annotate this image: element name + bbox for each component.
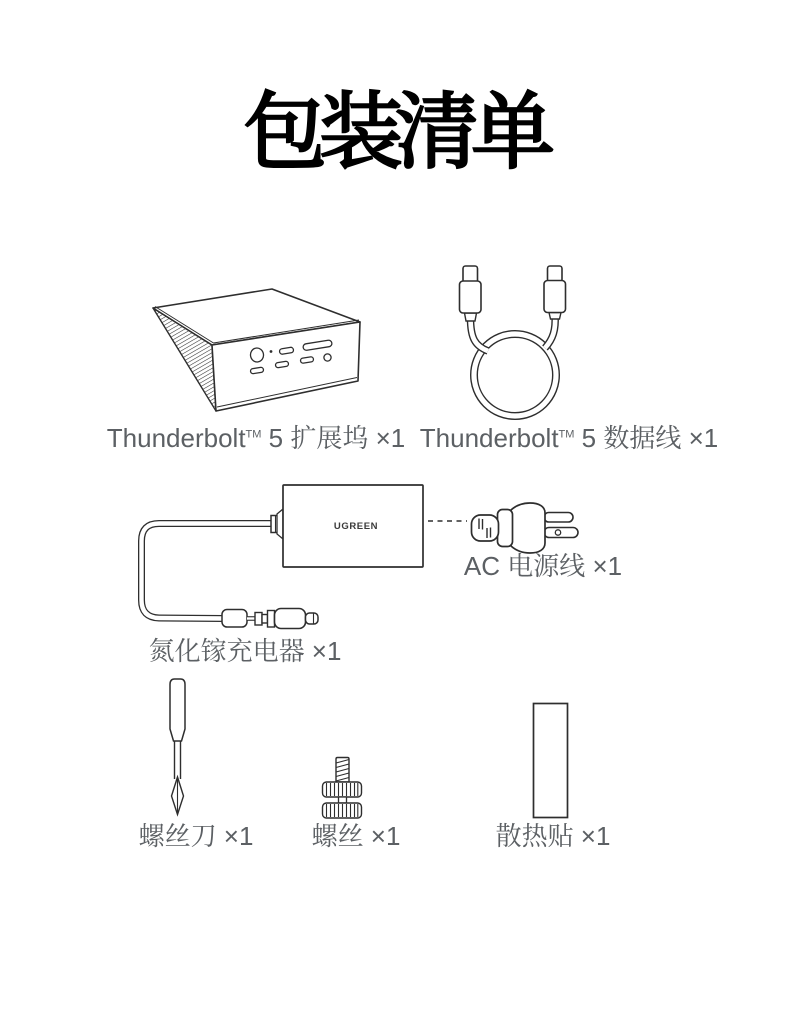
plug-prong-top — [544, 513, 573, 523]
usbc-connector-right — [544, 266, 566, 319]
item-label-screw: 螺丝 ×1 — [311, 821, 401, 851]
tm-superscript: TM — [245, 428, 262, 441]
charger-input-stub — [271, 509, 283, 539]
thermal-pad-figure — [528, 700, 572, 822]
led-dot — [270, 350, 273, 353]
screwdriver-handle — [170, 679, 185, 741]
item-label-thermal-pad: 散热贴 ×1 — [495, 821, 611, 851]
plug-cable-end — [472, 515, 499, 541]
screw-figure — [312, 750, 372, 820]
plug-body — [511, 503, 545, 553]
page-title: 包装清单 — [242, 85, 547, 179]
screwdriver-shaft — [175, 741, 181, 779]
ac-plug-figure — [472, 503, 579, 553]
item-label-dock: Thunderbolt™ 5 扩展坞 ×1 — [106, 423, 406, 453]
tm-superscript: TM — [558, 428, 575, 441]
item-label-gan-charger: 氮化镓充电器 ×1 — [148, 636, 342, 666]
item-label-screwdriver: 螺丝刀 ×1 — [138, 821, 254, 851]
screwdriver-figure — [158, 675, 198, 820]
thunderbolt5-cable-figure — [450, 258, 590, 428]
gan-charger-body — [283, 485, 423, 567]
item-label-ac-power-cord: AC 电源线 ×1 — [463, 551, 623, 581]
usbc-connector-left — [460, 266, 482, 321]
dc-cable — [142, 524, 276, 619]
dc-barrel-connector — [222, 609, 318, 629]
thunderbolt5-dock-figure — [113, 276, 403, 426]
item-label-data-cable: Thunderbolt™ 5 数据线 ×1 — [419, 423, 719, 453]
plug-collar — [498, 510, 513, 547]
ugreen-brand-text: UGREEN — [333, 521, 379, 532]
